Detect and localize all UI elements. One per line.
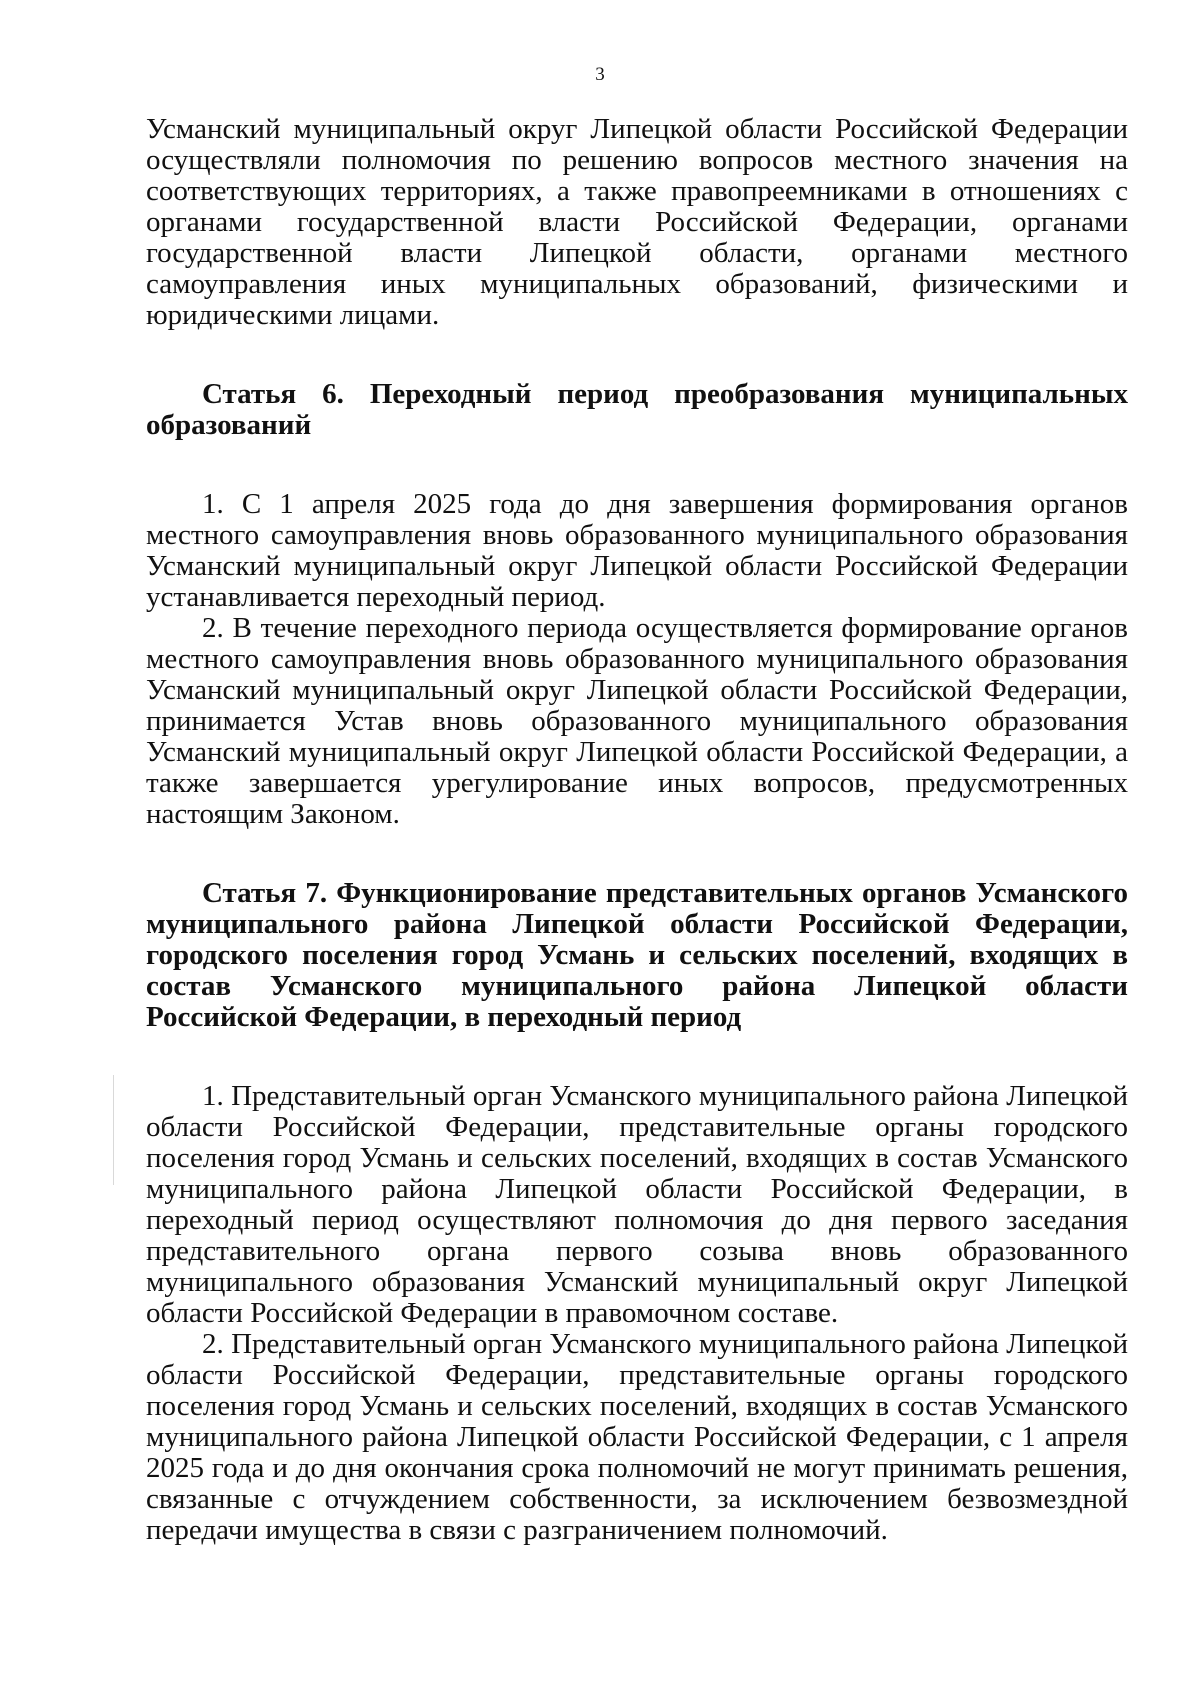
article-7-heading: Статья 7. Функционирование представительных органов Усманского муниципального района Липецкой области Российской Федерации, городского поселения город Усмань и сельских поселений, входящих в состав Усманского муниципального района Липецкой области Российской Федерации, в переходный период [146, 877, 1128, 1033]
page-number: 3 [595, 64, 605, 85]
document-body [146, 114, 1128, 1546]
article-7-paragraph-2: 2. Представительный орган Усманского муниципального района Липецкой области Российской Федерации, представительные органы городского поселения город Усмань и сельских поселений, входящих в состав Усманского муниципального района Липецкой области Российской Федерации, с 1 апреля 2025 года и до дня окончания срока полномочий не могут принимать решения, связанные с отчуждением собственности, за исключением безвозмездной передачи имущества в связи с разграничением полномочий. [146, 1328, 1128, 1546]
intro-paragraph: Усманский муниципальный округ Липецкой области Российской Федерации осуществляли полномочия по решению вопросов местного значения на соответствующих территориях, а также правопреемниками в отношениях с органами государственной власти Российской Федерации, органами государственной власти Липецкой области, органами местного самоуправления иных муниципальных образований, физическими и юридическими лицами. [146, 113, 1128, 331]
article-6-paragraph-1: 1. С 1 апреля 2025 года до дня завершения формирования органов местного самоуправления вновь образованного муниципального образования Усманский муниципальный округ Липецкой области Российской Федерации устанавливается переходный период. [146, 488, 1128, 613]
article-6-heading: Статья 6. Переходный период преобразования муниципальных образований [146, 378, 1128, 441]
article-6-paragraph-2: 2. В течение переходного периода осуществляется формирование органов местного самоуправления вновь образованного муниципального образования Усманский муниципальный округ Липецкой области Российской Федерации, принимается Устав вновь образованного муниципального образования Усманский муниципальный округ Липецкой области Российской Федерации, а также завершается урегулирование иных вопросов, предусмотренных настоящим Законом. [146, 612, 1128, 830]
scan-margin-mark [113, 1075, 114, 1185]
article-7-paragraph-1: 1. Представительный орган Усманского муниципального района Липецкой области Российской Федерации, представительные органы городского поселения город Усмань и сельских поселений, входящих в состав Усманского муниципального района Липецкой области Российской Федерации, в переходный период осуществляют полномочия до дня первого заседания представительного органа первого созыва вновь образованного муниципального образования Усманский муниципальный округ Липецкой области Российской Федерации в правомочном составе. [146, 1080, 1128, 1329]
